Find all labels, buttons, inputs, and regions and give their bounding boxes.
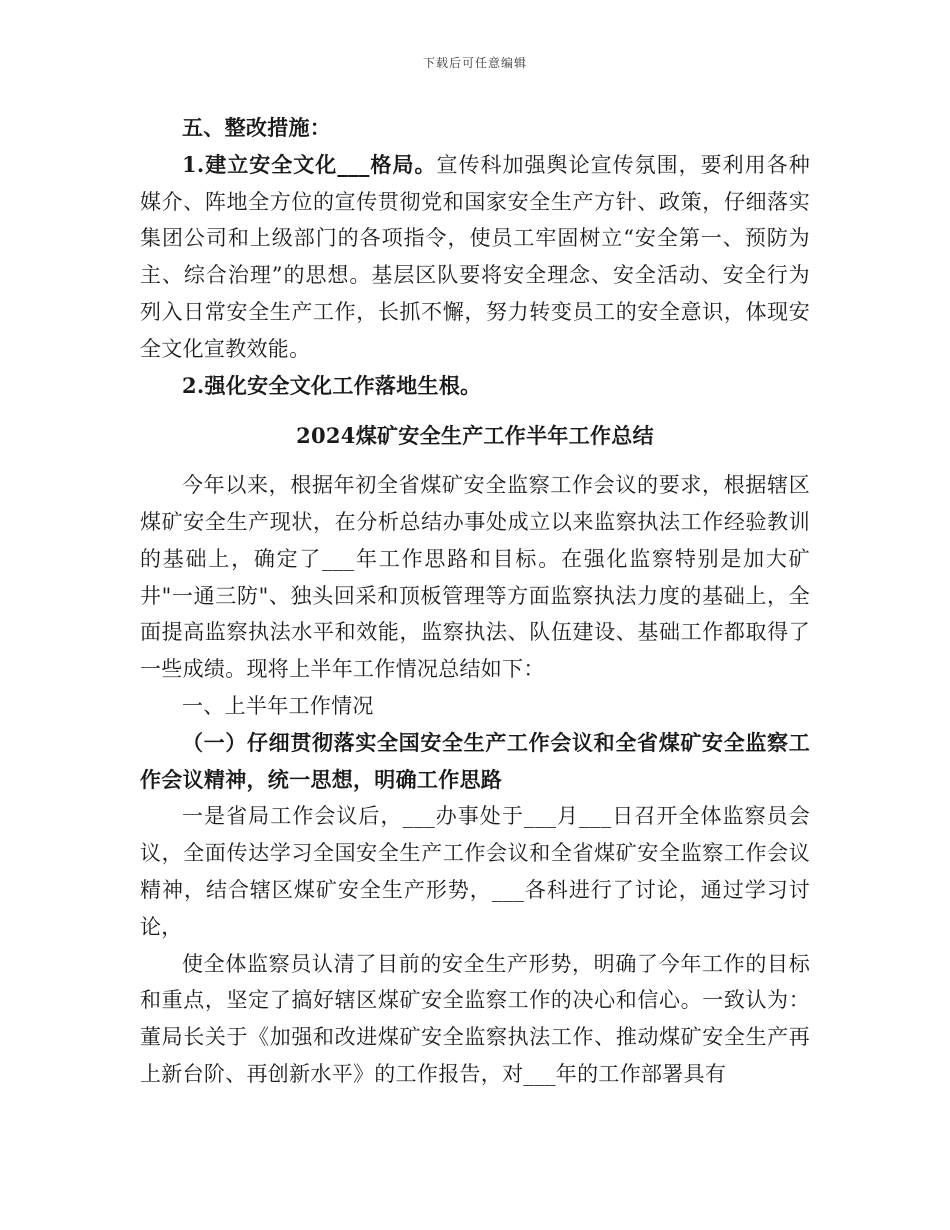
paragraph-2: 使全体监察员认清了目前的安全生产形势，明确了今年工作的目标和重点，坚定了搞好辖区煤矿安全监察工作的决心和信心。一致认为：董局长关于《加强和改进煤矿安全监察执法工作、推动煤矿安全生产再上新台阶、再创新水平》的工作报告，对___年的工作部署具有 bbox=[140, 951, 810, 1086]
document-body bbox=[140, 110, 810, 1093]
paragraph-1: 一是省局工作会议后，___办事处于___月___日召开全体监察员会议，全面传达学习全国安全生产工作会议和全省煤矿安全监察工作会议精神，结合辖区煤矿安全生产形势，___各科进行了讨论，通过学习讨论， bbox=[140, 804, 810, 939]
paragraph-intro: 今年以来，根据年初全省煤矿安全监察工作会议的要求，根据辖区煤矿安全生产现状，在分析总结办事处成立以来监察执法工作经验教训的基础上，确定了___年工作思路和目标。在强化监察特别是加大矿井"一通三防"、独头回采和顶板管理等方面监察执法力度的基础上，全面提高监察执法水平和效能，监察执法、队伍建设、基础工作都取得了一些成绩。现将上半年工作情况总结如下： bbox=[140, 473, 810, 682]
paragraph-item1 bbox=[140, 147, 810, 368]
article-title: 2024煤矿安全生产工作半年工作总结 bbox=[296, 423, 654, 449]
section-heading-rectification: 五、整改措施： bbox=[182, 115, 332, 140]
item1-text: 宣传科加强舆论宣传氛围，要利用各种媒介、阵地全方位的宣传贯彻党和国家安全生产方针、政策，仔细落实集团公司和上级部门的各项指令，使员工牢固树立“安全第一、预防为主、综合治理”的思想。基层区队要将安全理念、安全活动、安全行为列入日常安全生产工作，长抓不懈，努力转变员工的安全意识，体现安全文化宣教效能。 bbox=[140, 152, 810, 361]
item1-heading: 1.建立安全文化___格局。 bbox=[182, 151, 437, 177]
subsection-heading-1: （一）仔细贯彻落实全国安全生产工作会议和全省煤矿安全监察工作会议精神，统一思想，明确工作思路 bbox=[140, 729, 810, 792]
item2-heading: 2.强化安全文化工作落地生根。 bbox=[182, 372, 482, 398]
page-header: 下载后可任意编辑 bbox=[422, 56, 527, 70]
section-heading-first-half: 一、上半年工作情况 bbox=[182, 693, 374, 718]
